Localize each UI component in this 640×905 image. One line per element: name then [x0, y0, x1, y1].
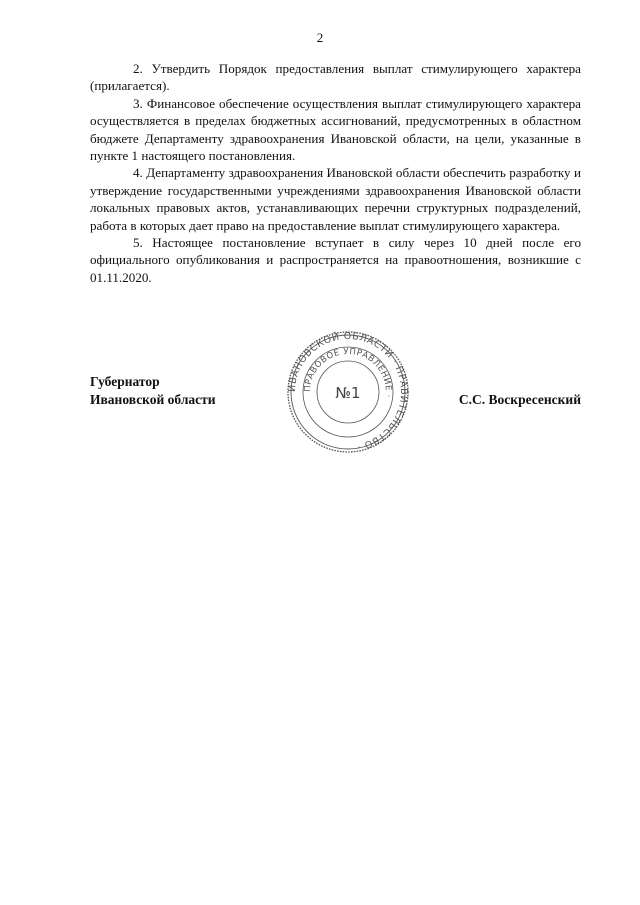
- signatory-title: [90, 373, 216, 409]
- document-body: [90, 60, 581, 286]
- paragraph-3: 3. Финансовое обеспечение осуществления выплат стимулирующего характера осуществляется в пределах бюджетных ассигнований, предусмотренных в областном бюджете Департаменту здравоохранения Ивановской области, на цели, указанные в пункте 1 настоящего постановления.: [90, 95, 581, 164]
- signatory-title-line-2: Ивановской области: [90, 392, 216, 407]
- page-number: 2: [316, 30, 324, 45]
- seal-outer-text: ИВАНОВСКОЙ ОБЛАСТИ · ПРАВИТЕЛЬСТВО ·: [286, 330, 410, 453]
- seal-center-number: №1: [335, 384, 361, 402]
- seal-inner-text: ПРАВОВОЕ УПРАВЛЕНИЕ ·: [302, 346, 394, 399]
- signatory-title-line-1: Губернатор: [90, 374, 160, 389]
- paragraph-5: 5. Настоящее постановление вступает в силу через 10 дней после его официального опубликования и распространяется на правоотношения, возникшие с 01.11.2020.: [90, 235, 581, 285]
- signatory-name: С.С. Воскресенский: [458, 392, 581, 407]
- signature-block: [90, 373, 581, 463]
- paragraph-4: 4. Департаменту здравоохранения Ивановской области обеспечить разработку и утверждение государственными учреждениями здравоохранения Ивановской области локальных правовых актов, устанавливающих перечни структурных подразделений, работа в которых дает право на предоставление выплат стимулирующего характера.: [90, 165, 581, 233]
- paragraph-2: 2. Утвердить Порядок предоставления выплат стимулирующего характера (прилагается).: [90, 61, 581, 94]
